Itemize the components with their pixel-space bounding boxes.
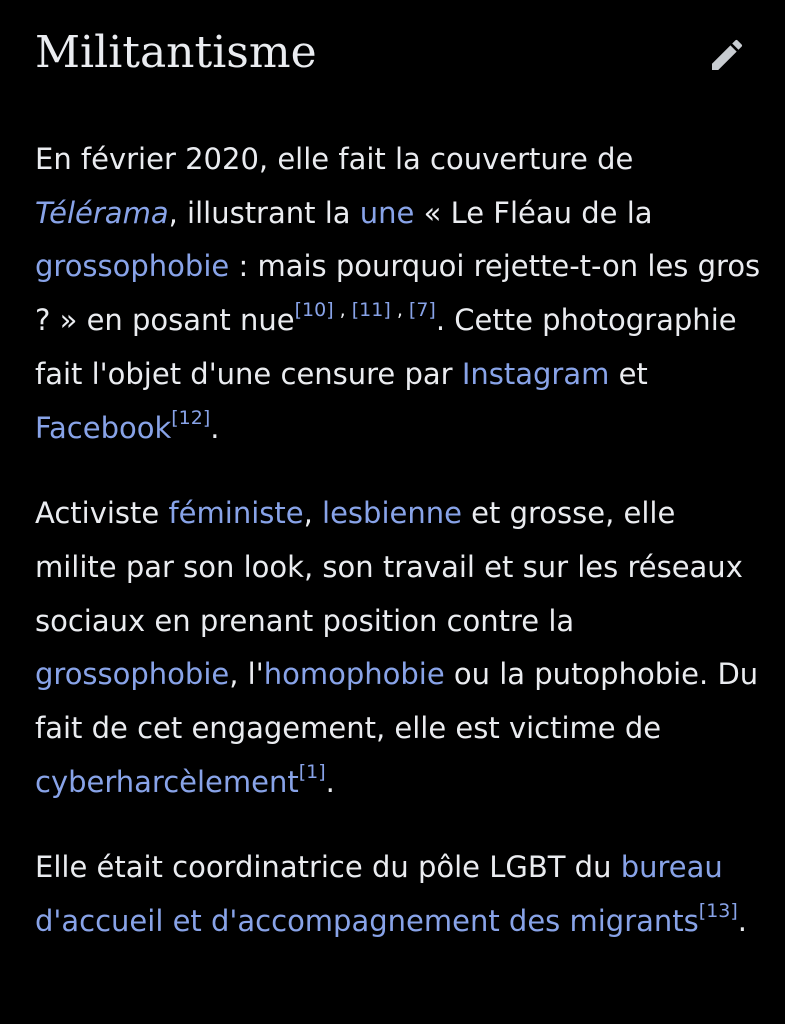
reference-7[interactable] bbox=[409, 299, 436, 321]
reference-separator: , bbox=[390, 299, 409, 322]
link-lesbienne[interactable]: lesbienne bbox=[322, 496, 462, 531]
link-feministe[interactable]: féministe bbox=[168, 496, 304, 531]
link-facebook[interactable]: Facebook bbox=[35, 410, 172, 445]
text: , bbox=[303, 496, 323, 531]
text: , l' bbox=[229, 657, 264, 692]
reference-1[interactable] bbox=[299, 761, 326, 783]
section-content bbox=[35, 133, 765, 981]
edit-section-button[interactable] bbox=[704, 32, 750, 78]
reference-7-label: [7] bbox=[408, 299, 436, 322]
pencil-icon bbox=[707, 35, 747, 75]
link-telerama[interactable] bbox=[35, 196, 169, 230]
paragraph-activism bbox=[35, 487, 765, 809]
link-instagram[interactable]: Instagram bbox=[461, 356, 610, 391]
text: Activiste bbox=[35, 496, 169, 531]
text: Elle était coordinatrice du pôle LGBT du bbox=[35, 850, 621, 885]
text: ou la putophobie. Du fait de cet engagement, elle est victime de bbox=[35, 657, 759, 746]
paragraph-lgbt bbox=[35, 841, 765, 948]
text: et bbox=[609, 356, 648, 391]
reference-13-label: [13] bbox=[698, 900, 738, 923]
reference-11[interactable] bbox=[352, 299, 391, 321]
section-header bbox=[35, 22, 750, 92]
reference-12[interactable] bbox=[171, 407, 210, 429]
link-cyberharcelement[interactable]: cyberharcèlement bbox=[35, 764, 299, 799]
link-telerama-label: Télérama bbox=[35, 195, 169, 230]
text: . bbox=[325, 764, 335, 799]
link-homophobie[interactable]: homophobie bbox=[263, 657, 445, 692]
link-grossophobie-2[interactable]: grossophobie bbox=[35, 657, 230, 692]
reference-10[interactable] bbox=[295, 299, 334, 321]
text: . bbox=[737, 904, 748, 939]
reference-separator: , bbox=[333, 299, 352, 322]
text: En février 2020, elle fait la couverture de bbox=[35, 142, 634, 176]
paragraph-telerama bbox=[35, 133, 765, 455]
text: et grosse, elle milite par son look, son travail et sur les réseaux sociaux en prenant position contre la bbox=[35, 496, 743, 638]
text: , illustrant la bbox=[168, 195, 360, 230]
section-title: Militantisme bbox=[35, 27, 317, 78]
text: : mais pourquoi rejette-t-on les gros ? » en posant nue bbox=[35, 249, 761, 338]
reference-11-label: [11] bbox=[351, 299, 391, 322]
reference-1-label: [1] bbox=[298, 760, 326, 783]
reference-12-label: [12] bbox=[171, 406, 211, 429]
link-une[interactable]: une bbox=[359, 195, 415, 230]
reference-10-label: [10] bbox=[294, 299, 334, 322]
link-grossophobie[interactable]: grossophobie bbox=[35, 249, 230, 284]
text: . bbox=[210, 410, 220, 445]
link-bureau-accueil[interactable]: bureau d'accueil et d'accompagnement des migrants bbox=[35, 850, 723, 939]
text: « Le Fléau de la bbox=[414, 195, 653, 230]
text: . Cette photographie fait l'objet d'une censure par bbox=[35, 303, 737, 391]
reference-13[interactable] bbox=[699, 900, 738, 922]
